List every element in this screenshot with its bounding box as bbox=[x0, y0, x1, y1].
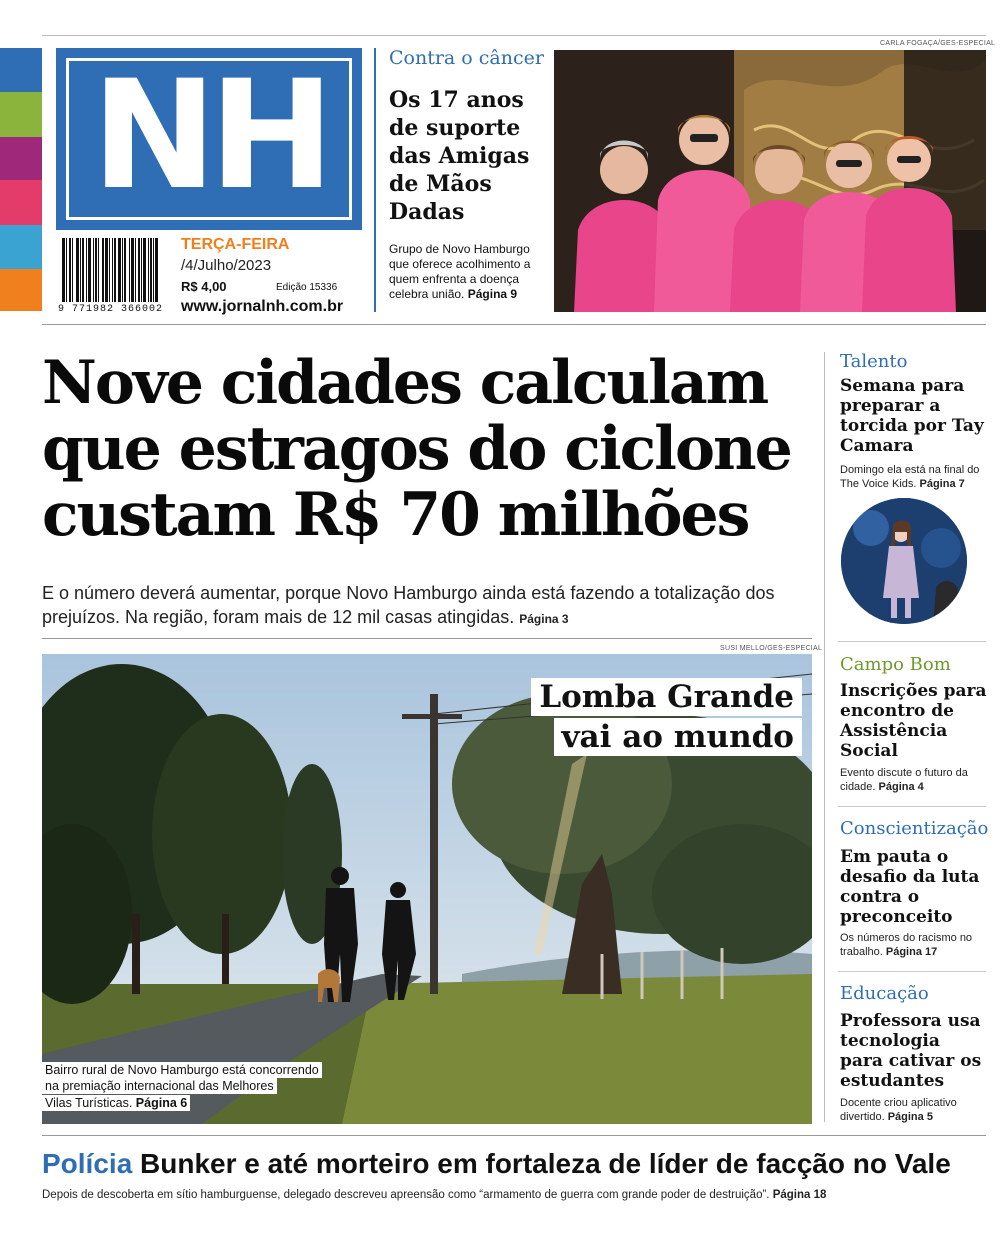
photo-caption-line-2: na premiação internacional das Melhores bbox=[42, 1078, 277, 1094]
top-story-rule bbox=[374, 48, 376, 312]
talento-text: Domingo ela está na final do The Voice Kids. bbox=[840, 464, 980, 490]
conscientizacao-kicker[interactable]: Conscientização bbox=[840, 818, 989, 839]
top-story-headline[interactable]: Os 17 anos de suporte das Amigas de Mãos Dadas bbox=[389, 87, 530, 225]
top-story-kicker[interactable]: Contra o câncer bbox=[389, 47, 544, 69]
photo-caption-text-3: Vilas Turísticas. bbox=[45, 1096, 133, 1110]
main-photo-credit: SUSI MELLO/GES-ESPECIAL bbox=[720, 645, 823, 652]
photo-overlay-title-2[interactable]: vai ao mundo bbox=[554, 718, 802, 756]
campo-bom-page[interactable]: Página 4 bbox=[878, 781, 924, 793]
top-story-page[interactable]: Página 9 bbox=[467, 287, 518, 301]
date: /4/Julho/2023 bbox=[181, 257, 272, 274]
talento-headline[interactable]: Semana para preparar a torcida por Tay Camara bbox=[840, 376, 984, 456]
top-story-photo[interactable] bbox=[554, 50, 986, 312]
campo-bom-kicker[interactable]: Campo Bom bbox=[840, 654, 951, 675]
photo-caption-line-3 bbox=[42, 1095, 190, 1111]
singer-illustration bbox=[841, 498, 967, 624]
sidebar-rule bbox=[824, 352, 825, 1122]
masthead-rule bbox=[42, 324, 986, 325]
talento-body bbox=[840, 463, 988, 491]
educacao-kicker[interactable]: Educação bbox=[840, 983, 929, 1004]
educacao-text: Docente criou aplicativo divertido. bbox=[840, 1097, 957, 1123]
bottom-rule bbox=[42, 1135, 986, 1136]
color-strips bbox=[0, 48, 42, 311]
photo-overlay-title-1[interactable]: Lomba Grande bbox=[531, 678, 802, 716]
strip-pink bbox=[0, 180, 42, 225]
women-group-illustration bbox=[554, 50, 986, 312]
sidebar-rule-1 bbox=[838, 641, 986, 642]
barcode bbox=[62, 238, 170, 302]
strip-purple bbox=[0, 137, 42, 180]
barcode-number: 9 771982 366002 bbox=[58, 304, 164, 315]
strip-green bbox=[0, 92, 42, 137]
logo-text: NH bbox=[91, 49, 327, 223]
top-photo-credit: CARLA FOGAÇA/GES-ESPECIAL bbox=[880, 40, 996, 47]
photo-caption-line-1: Bairro rural de Novo Hamburgo está concorrendo bbox=[42, 1062, 322, 1078]
main-story-dek bbox=[42, 581, 812, 631]
main-headline[interactable] bbox=[42, 350, 812, 548]
bottom-page[interactable]: Página 18 bbox=[772, 1189, 827, 1201]
campo-bom-body bbox=[840, 766, 988, 794]
conscientizacao-headline[interactable]: Em pauta o desafio da luta contra o preconceito bbox=[840, 847, 980, 927]
main-headline-line-1: Nove cidades calculam bbox=[42, 348, 768, 418]
photo-caption-page[interactable]: Página 6 bbox=[135, 1096, 188, 1110]
talento-kicker[interactable]: Talento bbox=[840, 351, 908, 372]
main-story-page[interactable]: Página 3 bbox=[519, 612, 569, 626]
bottom-dek bbox=[42, 1189, 826, 1201]
dek-rule bbox=[42, 638, 812, 639]
bottom-dek-text: Depois de descoberta em sítio hamburguense, delegado descreveu apreensão como “armamento de guerra com grande poder de destruição”. bbox=[42, 1189, 770, 1201]
price: R$ 4,00 bbox=[181, 279, 227, 294]
talento-page[interactable]: Página 7 bbox=[919, 478, 965, 490]
top-story-body bbox=[389, 242, 549, 302]
website-link[interactable]: www.jornalnh.com.br bbox=[181, 298, 344, 315]
educacao-page[interactable]: Página 5 bbox=[887, 1111, 933, 1123]
talento-singer-photo[interactable] bbox=[841, 498, 967, 624]
edition: Edição 15336 bbox=[276, 282, 338, 293]
sidebar-rule-2 bbox=[838, 806, 986, 807]
top-story-text: Grupo de Novo Hamburgo que oferece acolhimento a quem enfrenta a doença celebra união. bbox=[389, 242, 531, 301]
main-headline-line-2: que estragos do ciclone bbox=[42, 414, 791, 484]
lomba-grande-photo[interactable] bbox=[42, 654, 812, 1124]
conscientizacao-text: Os números do racismo no trabalho. bbox=[840, 932, 973, 958]
strip-blue bbox=[0, 48, 42, 92]
campo-bom-headline[interactable]: Inscrições para encontro de Assistência Social bbox=[840, 681, 987, 761]
strip-orange bbox=[0, 269, 42, 311]
conscientizacao-page[interactable]: Página 17 bbox=[885, 946, 938, 958]
weekday: TERÇA-FEIRA bbox=[181, 236, 290, 253]
educacao-headline[interactable]: Professora usa tecnologia para cativar os estudantes bbox=[840, 1011, 982, 1091]
main-story-dek-text: E o número deverá aumentar, porque Novo Hamburgo ainda está fazendo a totalização dos prejuízos. Na região, foram mais de 12 mil casas atingidas. bbox=[42, 583, 775, 627]
sidebar-rule-3 bbox=[838, 971, 986, 972]
top-rule bbox=[42, 35, 986, 36]
conscientizacao-body bbox=[840, 931, 988, 959]
masthead-logo[interactable] bbox=[56, 48, 362, 230]
bottom-headline[interactable] bbox=[42, 1148, 951, 1180]
bottom-headline-text: Bunker e até morteiro em fortaleza de líder de facção no Vale bbox=[140, 1148, 951, 1179]
main-headline-line-3: custam R$ 70 milhões bbox=[42, 480, 749, 550]
campo-bom-text: Evento discute o futuro da cidade. bbox=[840, 767, 968, 793]
bottom-kicker: Polícia bbox=[42, 1148, 133, 1179]
educacao-body bbox=[840, 1096, 988, 1124]
strip-cyan bbox=[0, 225, 42, 269]
